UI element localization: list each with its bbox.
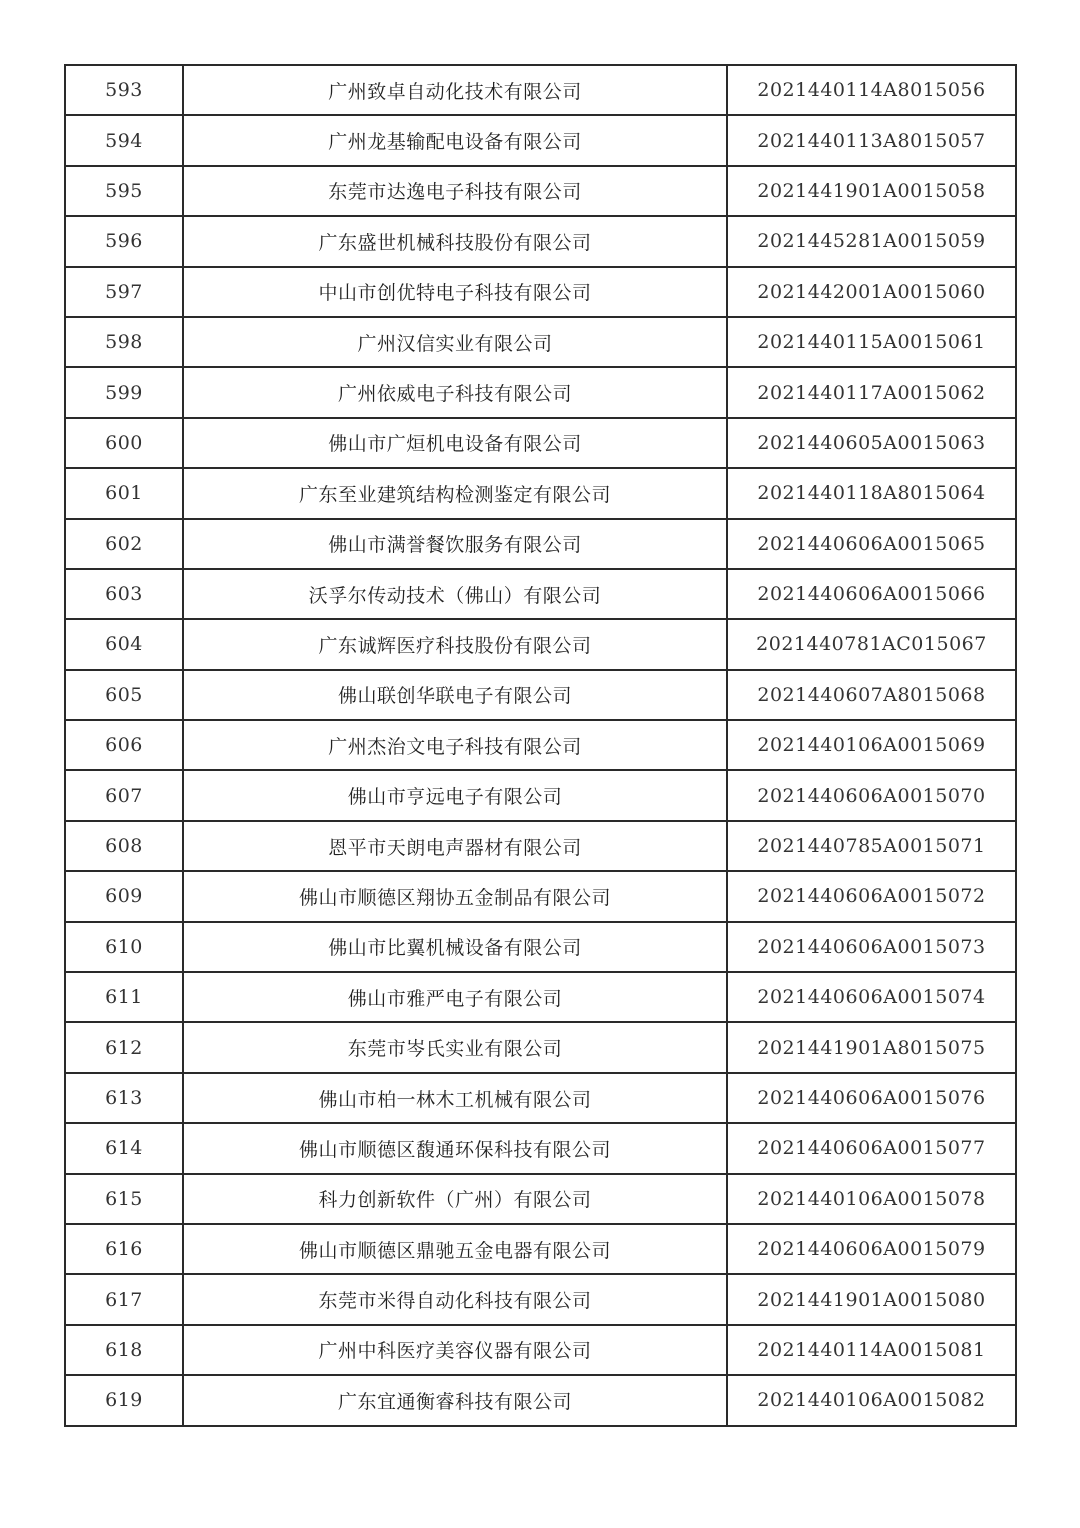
table-row	[65, 367, 1016, 417]
registration-code-cell: 2021440781AC015067	[727, 619, 1016, 669]
table-row	[65, 317, 1016, 367]
row-number-cell: 604	[65, 619, 183, 669]
row-number-cell: 593	[65, 65, 183, 115]
table-row	[65, 468, 1016, 518]
table-row	[65, 1375, 1016, 1425]
company-name-cell: 佛山市顺德区馥通环保科技有限公司	[183, 1123, 727, 1173]
company-name-cell: 佛山市满誉餐饮服务有限公司	[183, 519, 727, 569]
registration-code-cell: 2021440106A0015082	[727, 1375, 1016, 1425]
table-row	[65, 720, 1016, 770]
row-number-cell: 596	[65, 216, 183, 266]
row-number-cell: 619	[65, 1375, 183, 1425]
registration-code-cell: 2021440606A0015079	[727, 1224, 1016, 1274]
row-number-cell: 610	[65, 922, 183, 972]
company-name-cell: 广东宜通衡睿科技有限公司	[183, 1375, 727, 1425]
row-number-cell: 600	[65, 418, 183, 468]
table-row	[65, 267, 1016, 317]
table-row	[65, 670, 1016, 720]
table-row	[65, 418, 1016, 468]
company-name-cell: 广州依威电子科技有限公司	[183, 367, 727, 417]
row-number-cell: 595	[65, 166, 183, 216]
row-number-cell: 611	[65, 972, 183, 1022]
row-number-cell: 602	[65, 519, 183, 569]
company-name-cell: 广州汉信实业有限公司	[183, 317, 727, 367]
table-row	[65, 770, 1016, 820]
registry-table-body	[65, 65, 1016, 1426]
row-number-cell: 594	[65, 115, 183, 165]
registration-code-cell: 2021440117A0015062	[727, 367, 1016, 417]
row-number-cell: 615	[65, 1174, 183, 1224]
table-row	[65, 216, 1016, 266]
table-row	[65, 619, 1016, 669]
row-number-cell: 613	[65, 1073, 183, 1123]
table-row	[65, 1123, 1016, 1173]
table-row	[65, 1325, 1016, 1375]
company-name-cell: 佛山市亨远电子有限公司	[183, 770, 727, 820]
row-number-cell: 601	[65, 468, 183, 518]
table-row	[65, 1073, 1016, 1123]
registration-code-cell: 2021442001A0015060	[727, 267, 1016, 317]
row-number-cell: 618	[65, 1325, 183, 1375]
registration-code-cell: 2021440606A0015066	[727, 569, 1016, 619]
row-number-cell: 606	[65, 720, 183, 770]
registration-code-cell: 2021440606A0015065	[727, 519, 1016, 569]
table-row	[65, 166, 1016, 216]
registration-code-cell: 2021440606A0015073	[727, 922, 1016, 972]
row-number-cell: 617	[65, 1274, 183, 1324]
company-name-cell: 佛山市雅严电子有限公司	[183, 972, 727, 1022]
registration-code-cell: 2021440106A0015069	[727, 720, 1016, 770]
table-row	[65, 1274, 1016, 1324]
row-number-cell: 614	[65, 1123, 183, 1173]
company-name-cell: 佛山市柏一林木工机械有限公司	[183, 1073, 727, 1123]
company-name-cell: 东莞市米得自动化科技有限公司	[183, 1274, 727, 1324]
company-name-cell: 广东盛世机械科技股份有限公司	[183, 216, 727, 266]
row-number-cell: 616	[65, 1224, 183, 1274]
table-row	[65, 821, 1016, 871]
table-row	[65, 115, 1016, 165]
registration-code-cell: 2021440606A0015072	[727, 871, 1016, 921]
company-name-cell: 广州杰治文电子科技有限公司	[183, 720, 727, 770]
company-name-cell: 广州中科医疗美容仪器有限公司	[183, 1325, 727, 1375]
company-name-cell: 佛山市顺德区翔协五金制品有限公司	[183, 871, 727, 921]
table-row	[65, 1022, 1016, 1072]
table-row	[65, 972, 1016, 1022]
registration-code-cell: 2021440113A8015057	[727, 115, 1016, 165]
row-number-cell: 597	[65, 267, 183, 317]
row-number-cell: 605	[65, 670, 183, 720]
table-row	[65, 65, 1016, 115]
company-name-cell: 佛山市比翼机械设备有限公司	[183, 922, 727, 972]
row-number-cell: 599	[65, 367, 183, 417]
company-name-cell: 佛山市顺德区鼎驰五金电器有限公司	[183, 1224, 727, 1274]
row-number-cell: 607	[65, 770, 183, 820]
registration-code-cell: 2021440785A0015071	[727, 821, 1016, 871]
company-name-cell: 科力创新软件（广州）有限公司	[183, 1174, 727, 1224]
registration-code-cell: 2021440606A0015070	[727, 770, 1016, 820]
registration-code-cell: 2021440606A0015076	[727, 1073, 1016, 1123]
registration-code-cell: 2021441901A0015058	[727, 166, 1016, 216]
table-row	[65, 1224, 1016, 1274]
registration-code-cell: 2021441901A8015075	[727, 1022, 1016, 1072]
registration-code-cell: 2021445281A0015059	[727, 216, 1016, 266]
company-registry-table	[64, 64, 1017, 1427]
registration-code-cell: 2021440606A0015077	[727, 1123, 1016, 1173]
registration-code-cell: 2021440606A0015074	[727, 972, 1016, 1022]
company-name-cell: 中山市创优特电子科技有限公司	[183, 267, 727, 317]
company-name-cell: 东莞市岑氏实业有限公司	[183, 1022, 727, 1072]
table-row	[65, 569, 1016, 619]
table-row	[65, 871, 1016, 921]
company-name-cell: 广州龙基输配电设备有限公司	[183, 115, 727, 165]
registration-code-cell: 2021440115A0015061	[727, 317, 1016, 367]
company-name-cell: 沃孚尔传动技术（佛山）有限公司	[183, 569, 727, 619]
company-name-cell: 佛山市广烜机电设备有限公司	[183, 418, 727, 468]
registration-code-cell: 2021441901A0015080	[727, 1274, 1016, 1324]
registration-code-cell: 2021440607A8015068	[727, 670, 1016, 720]
company-name-cell: 广东至业建筑结构检测鉴定有限公司	[183, 468, 727, 518]
table-row	[65, 922, 1016, 972]
row-number-cell: 603	[65, 569, 183, 619]
company-name-cell: 东莞市达逸电子科技有限公司	[183, 166, 727, 216]
table-row	[65, 1174, 1016, 1224]
row-number-cell: 608	[65, 821, 183, 871]
row-number-cell: 612	[65, 1022, 183, 1072]
table-row	[65, 519, 1016, 569]
registration-code-cell: 2021440118A8015064	[727, 468, 1016, 518]
row-number-cell: 609	[65, 871, 183, 921]
company-name-cell: 广州致卓自动化技术有限公司	[183, 65, 727, 115]
registration-code-cell: 2021440114A0015081	[727, 1325, 1016, 1375]
company-name-cell: 广东诚辉医疗科技股份有限公司	[183, 619, 727, 669]
company-name-cell: 恩平市天朗电声器材有限公司	[183, 821, 727, 871]
registration-code-cell: 2021440114A8015056	[727, 65, 1016, 115]
registration-code-cell: 2021440106A0015078	[727, 1174, 1016, 1224]
row-number-cell: 598	[65, 317, 183, 367]
company-name-cell: 佛山联创华联电子有限公司	[183, 670, 727, 720]
registration-code-cell: 2021440605A0015063	[727, 418, 1016, 468]
